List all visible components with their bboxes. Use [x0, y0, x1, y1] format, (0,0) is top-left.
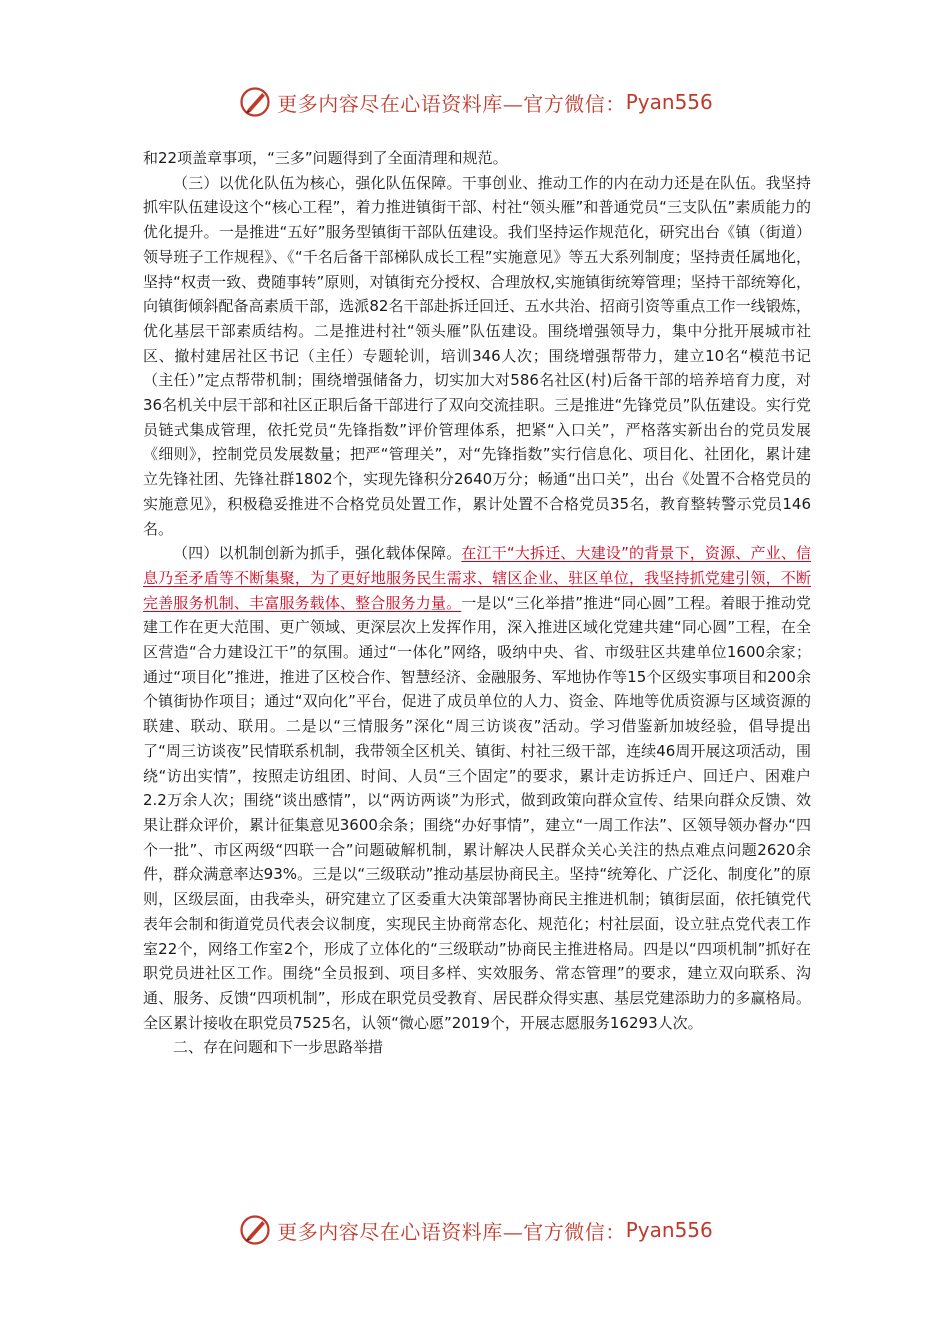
- paragraph-1: 和22项盖章事项，“三多”问题得到了全面清理和规范。: [143, 149, 508, 167]
- highlighted-text: 在江干“大拆迁、大建设”的背景下，资源、产业、信息乃至矛盾等不断集聚，为了更好地服务民生需求、辖区企业、驻区单位，我坚持抓党建引领，不断完善服务机制、丰富服务载体、整合服务力量。: [143, 544, 811, 612]
- watermark-id: Pyan556: [625, 1218, 713, 1242]
- paragraph-2: （三）以优化队伍为核心，强化队伍保障。干事创业、推动工作的内在动力还是在队伍。我坚持抓牢队伍建设这个“核心工程”，着力推进镇街干部、村社“领头雁”和普通党员“三支队伍”素质能力的优化提升。一是推进“五好”服务型镇街干部队伍建设。我们坚持运作规范化，研究出台《镇（街道）领导班子工作规程》、《“千名后备干部梯队成长工程”实施意见》等五大系列制度；坚持责任属地化，坚持“权责一致、费随事转”原则，对镇街充分授权、合理放权,实施镇街统筹管理；坚持干部统筹化，向镇街倾斜配备高素质干部，选派82名干部赴拆迁回迁、五水共治、招商引资等重点工作一线锻炼，优化基层干部素质结构。二是推进村社“领头雁”队伍建设。围绕增强领导力，集中分批开展城市社区、撤村建居社区书记（主任）专题轮训，培训346人次；围绕增强帮带力，建立10名“模范书记（主任）”定点帮带机制；围绕增强储备力，切实加大对586名社区(村)后备干部的培养培育力度，对36名机关中层干部和社区正职后备干部进行了双向交流挂职。三是推进“先锋党员”队伍建设。实行党员链式集成管理，依托党员“先锋指数”评价管理体系，把紧“入口关”，严格落实新出台的党员发展《细则》，控制党员发展数量；把严“管理关”，对“先锋指数”实行信息化、项目化、社团化，累计建立先锋社团、先锋社群1802个，实现先锋积分2640万分；畅通“出口关”，出台《处置不合格党员的实施意见》，积极稳妥推进不合格党员处置工作，累计处置不合格党员35名，教育整转警示党员146名。: [143, 173, 811, 538]
- document-body: [143, 146, 811, 1060]
- watermark-id: Pyan556: [625, 90, 713, 114]
- paragraph-3: [143, 541, 811, 1035]
- paragraph-3-start: （四）以机制创新为抓手，强化载体保障。: [173, 544, 462, 563]
- watermark-text: 更多内容尽在心语资料库—官方微信：: [277, 91, 626, 116]
- watermark-text: 更多内容尽在心语资料库—官方微信：: [277, 1219, 626, 1244]
- pen-logo-icon: [237, 1212, 273, 1248]
- paragraph-3-rest: 一是以“三化举措”推进“同心圆”工程。着眼于推动党建工作在更大范围、更广领域、更深层次上发挥作用，深入推进区域化党建共建“同心圆”工程，在全区营造“合力建设江干”的氛围。通过“一体化”网络，吸纳中央、省、市级驻区共建单位1600余家；通过“项目化”推进，推进了区校合作、智慧经济、金融服务、军地协作等15个区级实事项目和200余个镇街协作项目；通过“双向化”平台，促进了成员单位的人力、资金、阵地等优质资源与区域资源的联建、联动、联用。二是以“三情服务”深化“周三访谈夜”活动。学习借鉴新加坡经验，倡导提出了“周三访谈夜”民情联系机制，我带领全区机关、镇街、村社三级干部，连续46周开展这项活动，围绕“访出实情”，按照走访组团、时间、人员“三个固定”的要求，累计走访拆迁户、回迁户、困难户2.2万余人次；围绕“谈出感情”，以“两访两谈”为形式，做到政策向群众宣传、结果向群众反馈、效果让群众评价，累计征集意见3600余条；围绕“办好事情”，建立“一周工作法”、区领导领办督办“四个一批”、市区两级“四联一合”问题破解机制，累计解决人民群众关心关注的热点难点问题2620余件，群众满意率达93%。三是以“三级联动”推动基层协商民主。坚持“统筹化、广泛化、制度化”的原则，区级层面，由我牵头，研究建立了区委重大决策部署协商民主推进机制；镇街层面，依托镇党代表年会制和街道党员代表会议制度，实现民主协商常态化、规范化；村社层面，设立驻点党代表工作室22个，网络工作室2个，形成了立体化的“三级联动”协商民主推进格局。四是以“四项机制”抓好在职党员进社区工作。围绕“全员报到、项目多样、实效服务、常态管理”的要求，建立双向联系、沟通、服务、反馈“四项机制”，形成在职党员受教育、居民群众得实惠、基层党建添助力的多赢格局。全区累计接收在职党员7525名，认领“微心愿”2019个，开展志愿服务16293人次。: [143, 593, 811, 1032]
- section-heading: 二、存在问题和下一步思路举措: [173, 1038, 384, 1057]
- watermark-header: [0, 82, 950, 122]
- watermark-footer: [0, 1210, 950, 1250]
- pen-logo-icon: [237, 84, 273, 120]
